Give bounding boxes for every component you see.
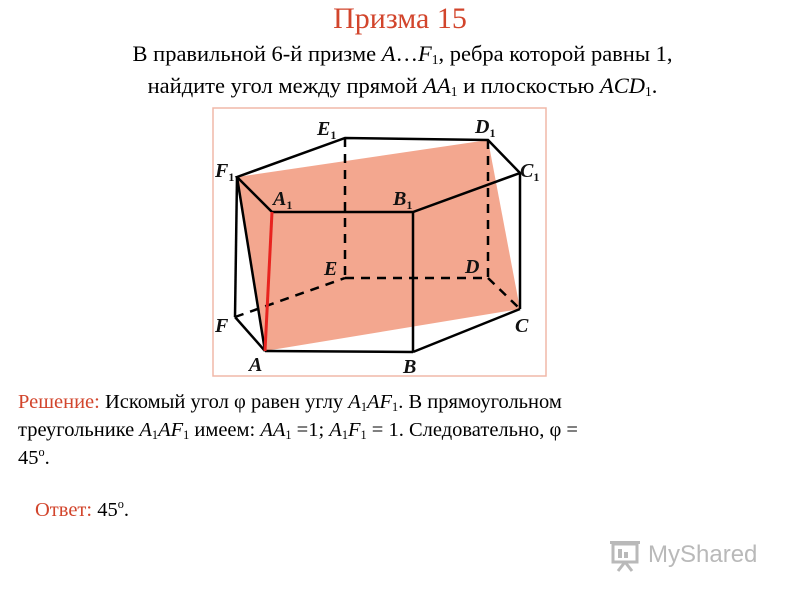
slide-title: Призма 15 [333,2,467,35]
solution-label: Решение: [18,391,100,413]
answer-label: Ответ: [35,499,93,521]
label-c1: $C_1$ [520,160,540,184]
myshared-logo[interactable] [608,537,768,573]
label-a: A [249,354,263,376]
prism-figure [205,105,555,380]
projector-screen-icon [608,537,644,573]
prism-diagram [205,105,555,380]
label-a1: $A_1$ [273,188,293,212]
solution-text: Решение: Искомый угол φ равен углу $A_1AF_1$. В прямоугольном треугольнике $A_1AF_1$ имеем: $AA_1 =1$; $A_1F_1 = 1$. Следовательно, φ = $45^o$. [18,391,578,469]
label-d: D [465,256,480,278]
plane-acd1 [237,140,520,351]
label-b: B [403,356,417,378]
label-e: E [324,258,338,280]
label-f: F [215,315,229,337]
label-d1: $D_1$ [475,116,496,140]
label-b1: $B_1$ [393,188,413,212]
problem-statement: В правильной 6-й призме $A\dots F_1$, ребра которой равны 1, найдите угол между прямой $AA_1$ и плоскостью $ACD_1$. [132,41,673,99]
logo-text: MyShared [648,541,758,568]
answer-text: Ответ: 45$^o$. [35,497,129,521]
label-e1: $E_1$ [317,118,337,142]
label-c: C [515,315,529,337]
label-f1: $F_1$ [215,160,235,184]
